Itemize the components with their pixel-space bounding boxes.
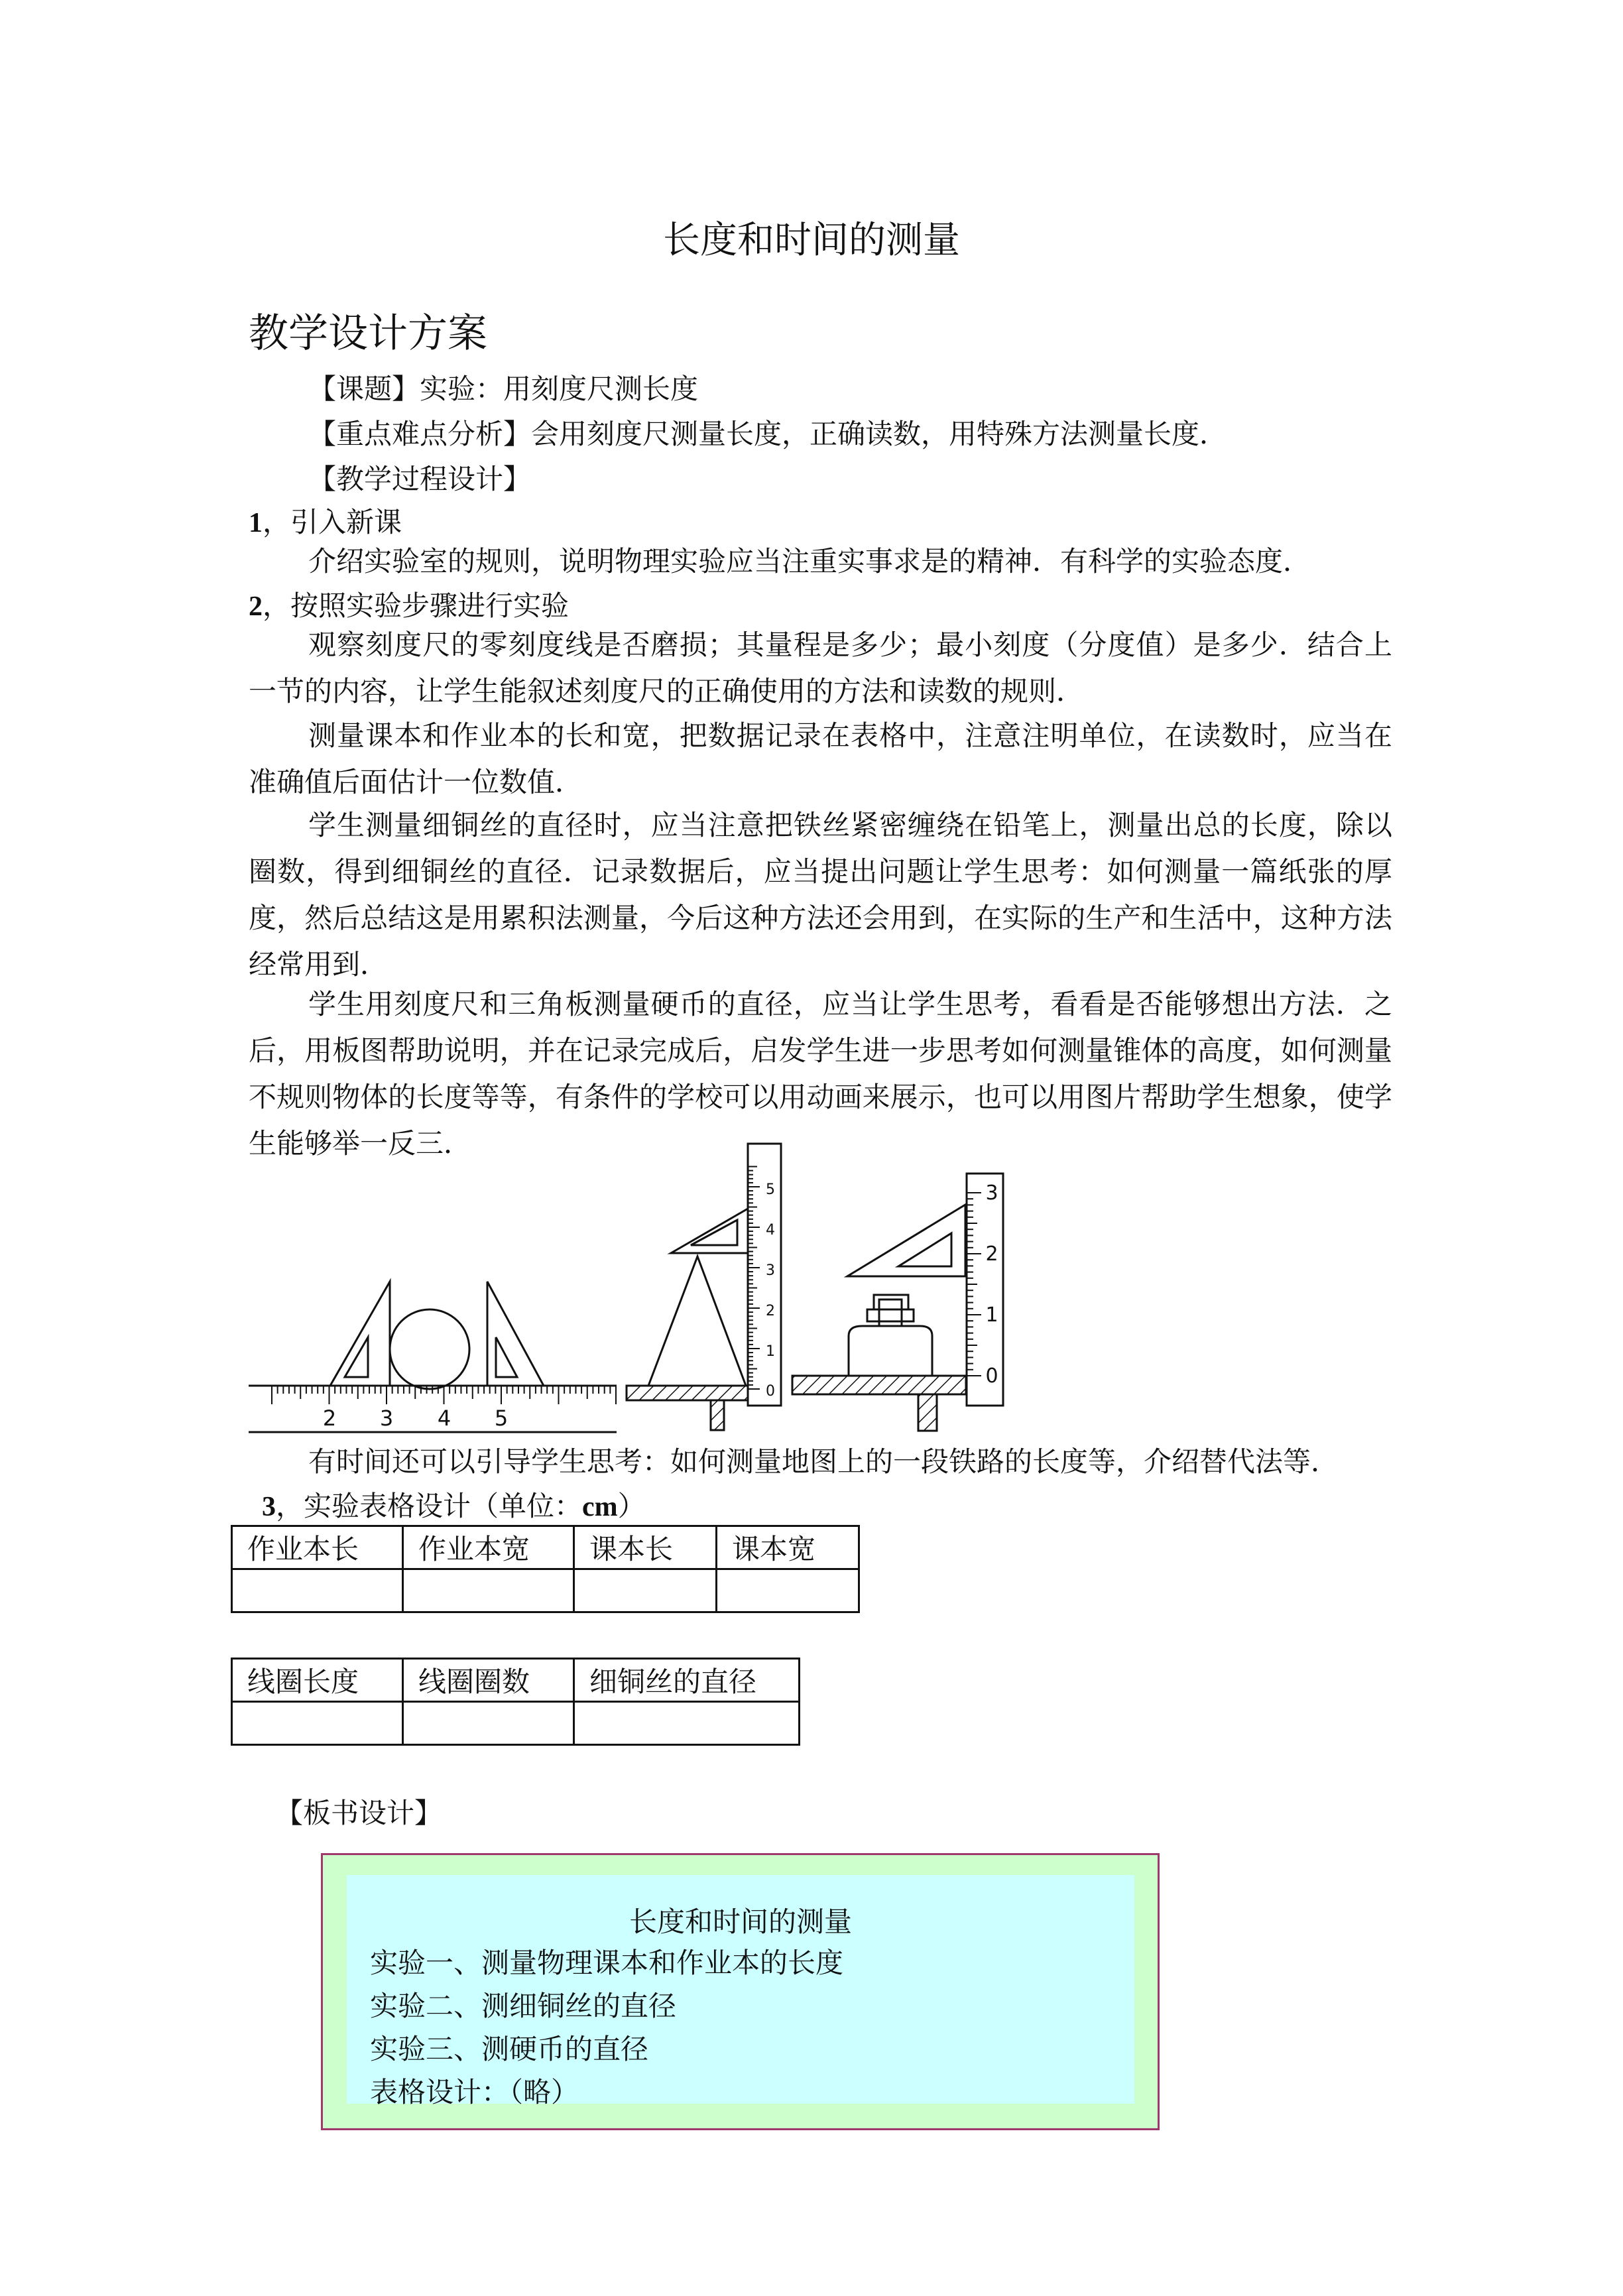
paragraph-5: 学生用刻度尺和三角板测量硬币的直径，应当让学生思考，看看是否能够想出方法．之后，用板图帮助说明，并在记录完成后，启发学生进一步思考如何测量锥体的高度，如何测量不规则物体的长度等等，有条件的学校可以用动画来展示，也可以用图片帮助学生想象，使学生能够举一反三． — [249, 988, 1392, 1160]
table-1-header-1: 作业本长 — [232, 1526, 403, 1569]
table-2-header-2: 线圈圈数 — [403, 1659, 574, 1702]
ruler-2-label-4: 4 — [766, 1222, 775, 1239]
ruler-1-ticks — [272, 1386, 616, 1404]
coin — [390, 1309, 469, 1389]
ruler-2-label-0: 0 — [766, 1383, 775, 1400]
right-triangle-hole — [496, 1337, 517, 1377]
blackboard-inner — [347, 1875, 1134, 2108]
ruler-3-label-2: 2 — [985, 1242, 998, 1266]
table-2-cell-3[interactable] — [574, 1702, 800, 1745]
step-3-heading — [262, 1483, 646, 1530]
measurement-table-2 — [231, 1658, 800, 1746]
table-1-header-2: 作业本宽 — [403, 1526, 574, 1569]
blackboard-design — [321, 1853, 1160, 2130]
table-1-header-4: 课本宽 — [717, 1526, 859, 1569]
weight-base-post — [918, 1394, 937, 1431]
ruler-2-label-1: 1 — [766, 1343, 775, 1360]
ruler-1-label-5: 5 — [494, 1406, 509, 1431]
paragraph-1: 介绍实验室的规则，说明物理实验应当注重实事求是的精神．有科学的实验态度． — [308, 545, 1311, 577]
ruler-2-label-3: 3 — [766, 1262, 775, 1279]
weight-neck — [867, 1309, 914, 1321]
table-2-header-1: 线圈长度 — [232, 1659, 403, 1702]
table-1-cell-2[interactable] — [403, 1569, 574, 1612]
table-1-cell-3[interactable] — [574, 1569, 717, 1612]
left-triangle-hole — [345, 1337, 368, 1377]
coin-diameter-figure — [249, 1282, 617, 1432]
paragraph-6: 有时间还可以引导学生思考：如何测量地图上的一段铁路的长度等，介绍替代法等． — [308, 1445, 1339, 1478]
board-design-label: 【板书设计】 — [275, 1797, 443, 1829]
weight-height-figure — [792, 1174, 1003, 1431]
cone-base-plate — [627, 1386, 749, 1400]
step-1-number: 1 — [249, 508, 263, 538]
ruler-3-label-1: 1 — [985, 1303, 998, 1327]
weight-base-plate — [792, 1376, 966, 1394]
ruler-1-label-2: 2 — [322, 1406, 337, 1431]
board-title: 长度和时间的测量 — [629, 1905, 852, 1938]
step-2-text: ，按照实验步骤进行实验 — [263, 589, 570, 622]
measurement-table-1 — [231, 1525, 860, 1613]
cone-set-square-hole — [691, 1220, 737, 1245]
ruler-3-label-0: 0 — [985, 1364, 998, 1388]
board-line-2: 实验二、测细铜丝的直径 — [370, 1990, 677, 2022]
weight-set-square-hole — [898, 1233, 951, 1266]
table-2-cell-2[interactable] — [403, 1702, 574, 1745]
page-subtitle: 教学设计方案 — [249, 310, 487, 357]
step-1-text: ，引入新课 — [263, 506, 402, 538]
cone — [648, 1256, 746, 1386]
step-2-number: 2 — [249, 591, 263, 622]
ruler-1-label-3: 3 — [379, 1406, 394, 1431]
step-3-unit: cm — [582, 1492, 618, 1522]
step-3-text: ，实验表格设计（单位： — [276, 1490, 583, 1522]
ruler-3-label-3: 3 — [985, 1181, 998, 1205]
weight-body — [849, 1326, 932, 1376]
key-points-line: 【重点难点分析】会用刻度尺测量长度，正确读数，用特殊方法测量长度． — [308, 418, 1228, 450]
cone-base-post — [711, 1400, 724, 1430]
step-3-number: 3 — [262, 1492, 276, 1522]
cone-height-figure — [627, 1144, 781, 1430]
left-triangle — [330, 1282, 390, 1386]
topic-line: 【课题】实验：用刻度尺测长度 — [308, 373, 699, 405]
table-1-cell-4[interactable] — [717, 1569, 859, 1612]
process-line: 【教学过程设计】 — [308, 463, 532, 495]
table-1-header-3: 课本长 — [574, 1526, 717, 1569]
board-line-4: 表格设计：（略） — [370, 2076, 579, 2108]
paragraph-4: 学生测量细铜丝的直径时，应当注意把铁丝紧密缠绕在铅笔上，测量出总的长度，除以圈数，得到细铜丝的直径．记录数据后，应当提出问题让学生思考：如何测量一篇纸张的厚度，然后总结这是用累积法测量，今后这种方法还会用到，在实际的生产和生活中，这种方法经常用到． — [249, 809, 1392, 981]
table-2-cell-1[interactable] — [232, 1702, 403, 1745]
page-title: 长度和时间的测量 — [663, 219, 960, 262]
measurement-figure — [245, 1137, 1028, 1442]
table-1-cell-1[interactable] — [232, 1569, 403, 1612]
table-2-header-3: 细铜丝的直径 — [574, 1659, 800, 1702]
ruler-2-label-5: 5 — [766, 1181, 775, 1198]
ruler-1-label-4: 4 — [437, 1406, 451, 1431]
board-line-3: 实验三、测硬币的直径 — [370, 2033, 649, 2065]
ruler-2-label-2: 2 — [766, 1303, 775, 1319]
step-3-close: ） — [617, 1490, 646, 1522]
paragraph-3: 测量课本和作业本的长和宽，把数据记录在表格中，注意注明单位，在读数时，应当在准确值后面估计一位数值． — [249, 719, 1392, 798]
board-line-1: 实验一、测量物理课本和作业本的长度 — [370, 1947, 844, 1979]
paragraph-2: 观察刻度尺的零刻度线是否磨损；其量程是多少；最小刻度（分度值）是多少．结合上一节的内容，让学生能叙述刻度尺的正确使用的方法和读数的规则． — [249, 629, 1392, 707]
